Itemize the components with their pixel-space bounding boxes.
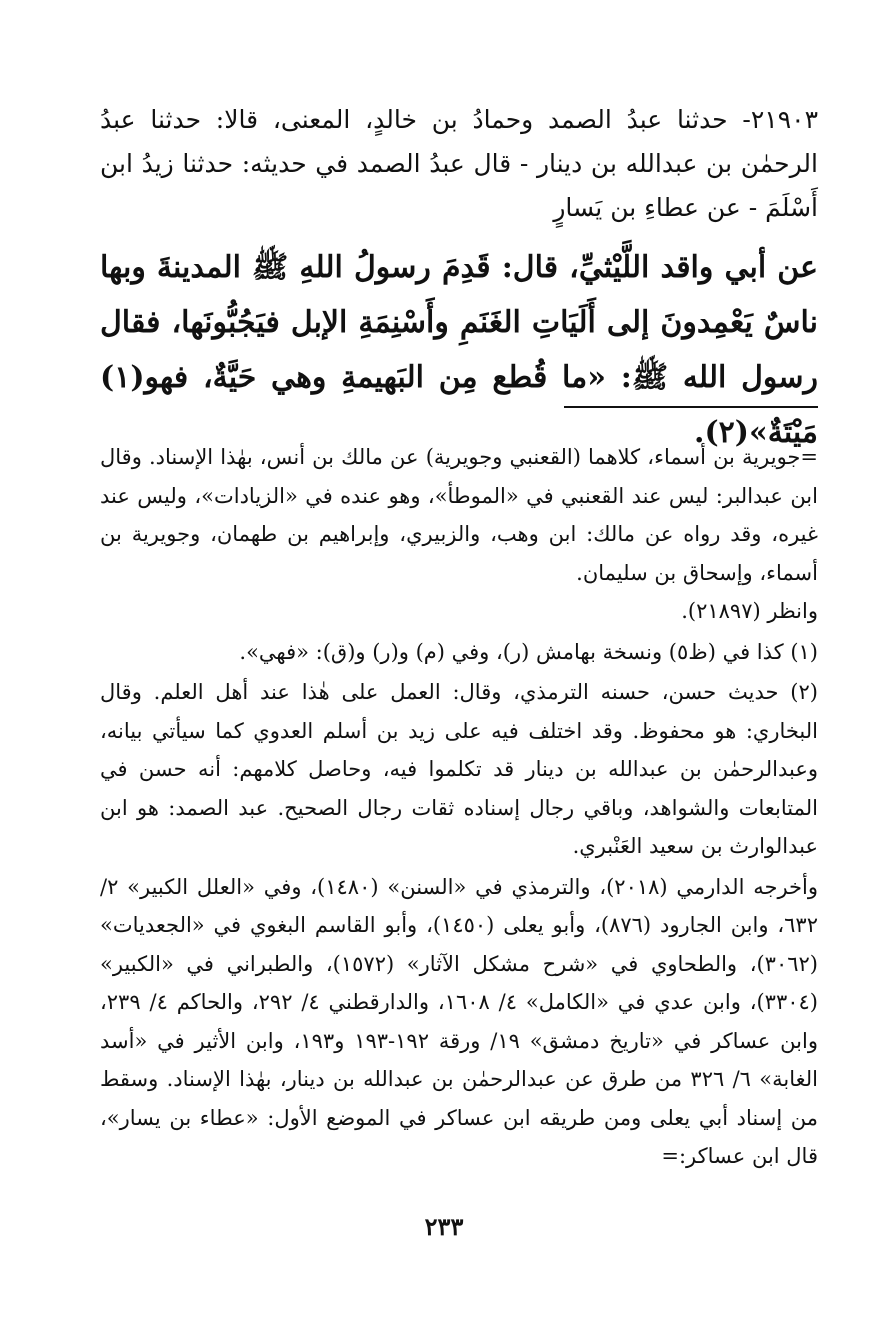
hadith-isnad: ٢١٩٠٣- حدثنا عبدُ الصمد وحمادُ بن خالدٍ، المعنى، قالا: حدثنا عبدُ الرحمٰن بن عبدالله بن دينار - قال عبدُ الصمد في حديثه: حدثنا زيدُ ابن أَسْلَمَ - عن عطاءِ بن يَسارٍ [100,105,818,222]
footnote-divider [564,406,818,408]
page-number: ٢٣٣ [424,1212,464,1241]
footnote-2-takhrij: وأخرجه الدارمي (٢٠١٨)، والترمذي في «السنن» (١٤٨٠)، وفي «العلل الكبير» ٢/ ٦٣٢، وابن الجارود (٨٧٦)، وأبو يعلى (١٤٥٠)، وأبو القاسم البغوي في «الجعديات» (٣٠٦٢)، والطحاوي في «شرح مشكل الآثار» (١٥٧٢)، والطبراني في «الكبير» (٣٣٠٤)، وابن عدي في «الكامل» ٤/ ١٦٠٨، والدارقطني ٤/ ٢٩٢، والحاكم ٤/ ٢٣٩، وابن عساكر في «تاريخ دمشق» ١٩/ ورقة ١٩٢-١٩٣ و١٩٣، وابن الأثير في «أسد الغابة» ٦/ ٣٢٦ من طرق عن عبدالرحمٰن بن عبدالله بن دينار، بهٰذا الإسناد. وسقط من إسناد أبي يعلى ومن طريقه ابن عساكر في الموضع الأول: «عطاء بن يسار»، قال ابن عساكر:= [100,874,818,1168]
footnote-see-also: وانظر (٢١٨٩٧). [681,599,818,623]
footnote-continuation: =جويرية بن أسماء، كلاهما (القعنبي وجويرية) عن مالك بن أنس، بهٰذا الإسناد. وقال ابن عبدالبر: ليس عند القعنبي في «الموطأ»، وهو عنده في «الزيادات»، وليس عند غيره، وقد رواه عن مالك: ابن وهب، والزبيري، وإبراهيم بن طهمان، وجويرية بن أسماء، وإسحاق بن سليمان. [100,445,818,585]
footnote-2: (٢) حديث حسن، حسنه الترمذي، وقال: العمل على هٰذا عند أهل العلم. وقال البخاري: هو محفوظ. وقد اختلف فيه على زيد بن أسلم العدوي كما سيأتي بيانه، وعبدالرحمٰن بن عبدالله بن دينار قد تكلموا فيه، وحاصل كلامهم: أنه حسن في المتابعات والشواهد، وباقي رجال إسناده ثقات رجال الصحيح. عبد الصمد: هو ابن عبدالوارث بن سعيد العَنْبري. [100,680,818,858]
footnote-1: (١) كذا في (ظ٥) ونسخة بهامش (ر)، وفي (م) و(ر) و(ق): «فهي». [239,639,818,664]
footnotes [100,438,818,1176]
hadith-text: عن أبي واقد اللَّيْثيِّ، قال: قَدِمَ رسولُ اللهِ ﷺ المدينةَ وبها ناسٌ يَعْمِدونَ إلى أَلَيَاتِ الغَنَمِ وأَسْنِمَةِ الإبل فيَجُبُّونَها، فقال رسول الله ﷺ: «ما قُطع مِن البَهيمةِ وهي حَيَّةٌ، فهو(١) مَيْتَةٌ»(٢). [100,250,818,450]
